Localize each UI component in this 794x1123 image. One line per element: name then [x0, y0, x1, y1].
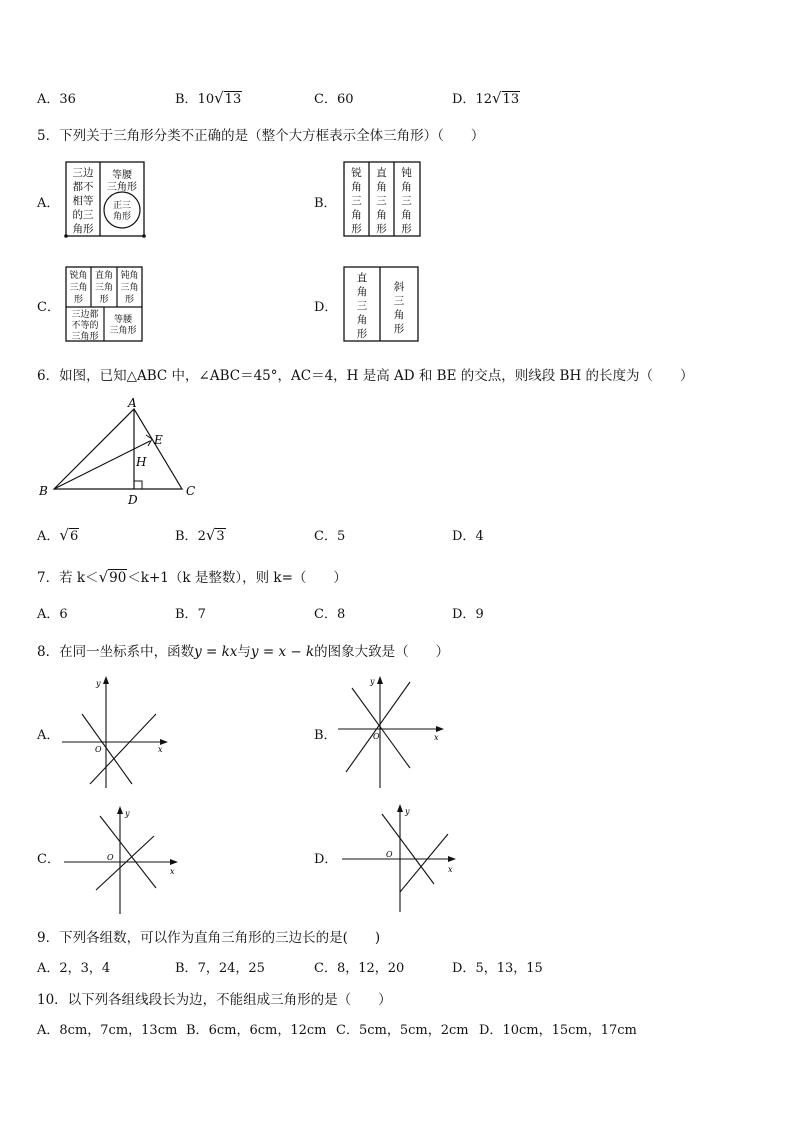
q8-graph-a — [60, 672, 172, 792]
q5-label-a: A． — [37, 196, 60, 211]
box-text: 相等 — [72, 195, 94, 207]
box-text: 角 — [356, 314, 368, 326]
q5-diagram-b — [342, 160, 422, 238]
q5-diagram-a — [64, 160, 148, 238]
box-text: 的三 — [72, 209, 94, 221]
box-text: 三 — [393, 295, 405, 307]
q8-graph-c — [60, 802, 184, 918]
sqrt-symbol-icon: √ — [205, 526, 216, 544]
q8-label-a: A． — [37, 728, 60, 743]
q4-option-b: B．10√13 — [175, 89, 242, 107]
sqrt-symbol-icon: √ — [98, 568, 109, 586]
box-text: 角 — [351, 209, 362, 221]
x-axis-label: x — [448, 865, 453, 874]
box-text: 钝角 — [120, 271, 139, 281]
box-text: 等腰 — [113, 315, 133, 325]
box-text: 角 — [376, 209, 387, 221]
box-text: 三边都 — [71, 310, 99, 320]
q5-label-d: D． — [314, 300, 338, 315]
q5-label-c: C． — [37, 300, 60, 315]
box-text: 三角形 — [107, 182, 137, 193]
q4-option-c: C．60 — [314, 92, 354, 107]
box-text: 直 — [376, 167, 387, 179]
box-text: 三 — [376, 195, 387, 207]
y-axis-label: y — [125, 809, 130, 818]
q5-label-b: B． — [314, 196, 337, 211]
q5-question: 5．下列关于三角形分类不正确的是（整个大方框表示全体三角形）（ ） — [37, 128, 485, 144]
sqrt-symbol-icon: √ — [59, 526, 69, 544]
box-text: 三 — [401, 195, 412, 207]
q9-option-d: D．5，13，15 — [452, 961, 543, 976]
box-text: 形 — [351, 223, 362, 235]
q6-question: 6．如图，已知△ABC 中，∠ABC＝45°，AC＝4，H 是高 AD 和 BE 的交点，则线段 BH 的长度为（ ） — [37, 368, 694, 384]
q7-option-a: A．6 — [37, 607, 68, 622]
box-text: 不等的 — [71, 321, 99, 331]
box-text: 斜 — [393, 281, 405, 293]
box-text: 形 — [356, 328, 368, 340]
origin-label: O — [386, 850, 393, 859]
q5-diagram-c — [64, 265, 144, 343]
box-text: 形 — [99, 295, 109, 305]
q4-option-a: A．36 — [37, 92, 76, 107]
q10-option-d: D．10cm，15cm，17cm — [479, 1023, 637, 1038]
y-axis-label: y — [96, 679, 101, 688]
q6-triangle-figure — [34, 392, 204, 512]
q9-option-c: C．8，12，20 — [314, 961, 405, 976]
q4-option-d: D．12√13 — [452, 89, 520, 107]
box-text: 直角 — [94, 271, 114, 281]
point-label-d: D — [128, 493, 138, 507]
box-text: 钝 — [401, 167, 412, 179]
q7-option-b: B．7 — [175, 607, 206, 622]
point-label-b: B — [39, 484, 48, 498]
y-axis-label: y — [405, 807, 410, 816]
box-text: 形 — [124, 295, 135, 305]
point-label-a: A — [128, 396, 137, 410]
x-axis-label: x — [158, 745, 163, 754]
q9-question: 9．下列各组数，可以作为直角三角形的三边长的是( ) — [37, 930, 381, 946]
sqrt-symbol-icon: √ — [214, 89, 224, 107]
sqrt-symbol-icon: √ — [491, 89, 502, 107]
origin-label: O — [95, 745, 102, 754]
box-text: 形 — [401, 223, 412, 235]
q6-option-a: A．√6 — [37, 526, 79, 544]
box-text: 锐 — [351, 167, 362, 179]
q8-graph-d — [338, 800, 462, 916]
q7-option-c: C．8 — [314, 607, 346, 622]
box-text: 角 — [376, 181, 387, 193]
x-axis-label: x — [170, 867, 175, 876]
q8-graph-b — [336, 672, 448, 792]
box-text: 角 — [356, 286, 368, 298]
point-label-h: H — [136, 455, 147, 469]
q6-option-b: B．2√3 — [175, 526, 225, 544]
box-text: 角形 — [72, 223, 94, 235]
y-axis-label: y — [370, 677, 375, 686]
q6-option-d: D．4 — [452, 529, 484, 544]
box-text: 三角形 — [71, 332, 99, 342]
q6-option-c: C．5 — [314, 529, 346, 544]
q7-option-d: D．9 — [452, 607, 484, 622]
box-text: 三角 — [94, 283, 114, 293]
box-text: 形 — [393, 323, 405, 335]
box-text: 形 — [376, 223, 387, 235]
box-text: 三角 — [69, 283, 88, 293]
box-text: 三 — [356, 300, 368, 312]
box-text: 角形 — [112, 212, 132, 222]
box-text: 形 — [73, 295, 84, 305]
q8-question: 8．在同一坐标系中，函数y = kx与y = x − k的图象大致是（ ） — [37, 644, 450, 660]
q7-question: 7．若 k＜√90＜k+1（k 是整数），则 k=（ ） — [37, 568, 347, 586]
box-text: 正三 — [112, 201, 132, 211]
q10-option-b: B．6cm，6cm，12cm — [186, 1023, 327, 1038]
box-text: 角 — [393, 309, 405, 321]
origin-label: O — [373, 732, 380, 741]
box-text: 三 — [351, 195, 362, 207]
box-text: 三角 — [120, 283, 139, 293]
q10-option-a: A．8cm，7cm，13cm — [37, 1023, 178, 1038]
point-label-c: C — [186, 484, 196, 498]
x-axis-label: x — [434, 733, 439, 742]
box-text: 三角形 — [109, 326, 137, 336]
q10-question: 10．以下列各组线段长为边，不能组成三角形的是（ ） — [37, 992, 392, 1008]
q9-option-a: A．2，3，4 — [37, 961, 111, 976]
origin-label: O — [107, 853, 114, 862]
q9-option-b: B．7，24，25 — [175, 961, 265, 976]
box-text: 三边 — [72, 167, 94, 179]
box-text: 角 — [401, 209, 412, 221]
q8-label-b: B． — [314, 728, 337, 743]
box-text: 锐角 — [69, 271, 88, 281]
q10-option-c: C．5cm，5cm，2cm — [336, 1023, 469, 1038]
point-label-e: E — [154, 433, 163, 447]
q8-label-c: C． — [37, 852, 60, 867]
box-text: 都不 — [72, 181, 94, 193]
box-text: 角 — [401, 181, 412, 193]
box-text: 等腰 — [112, 170, 132, 181]
q5-diagram-d — [342, 265, 420, 343]
q8-label-d: D． — [314, 852, 338, 867]
box-text: 直 — [356, 272, 368, 284]
box-text: 角 — [351, 181, 362, 193]
